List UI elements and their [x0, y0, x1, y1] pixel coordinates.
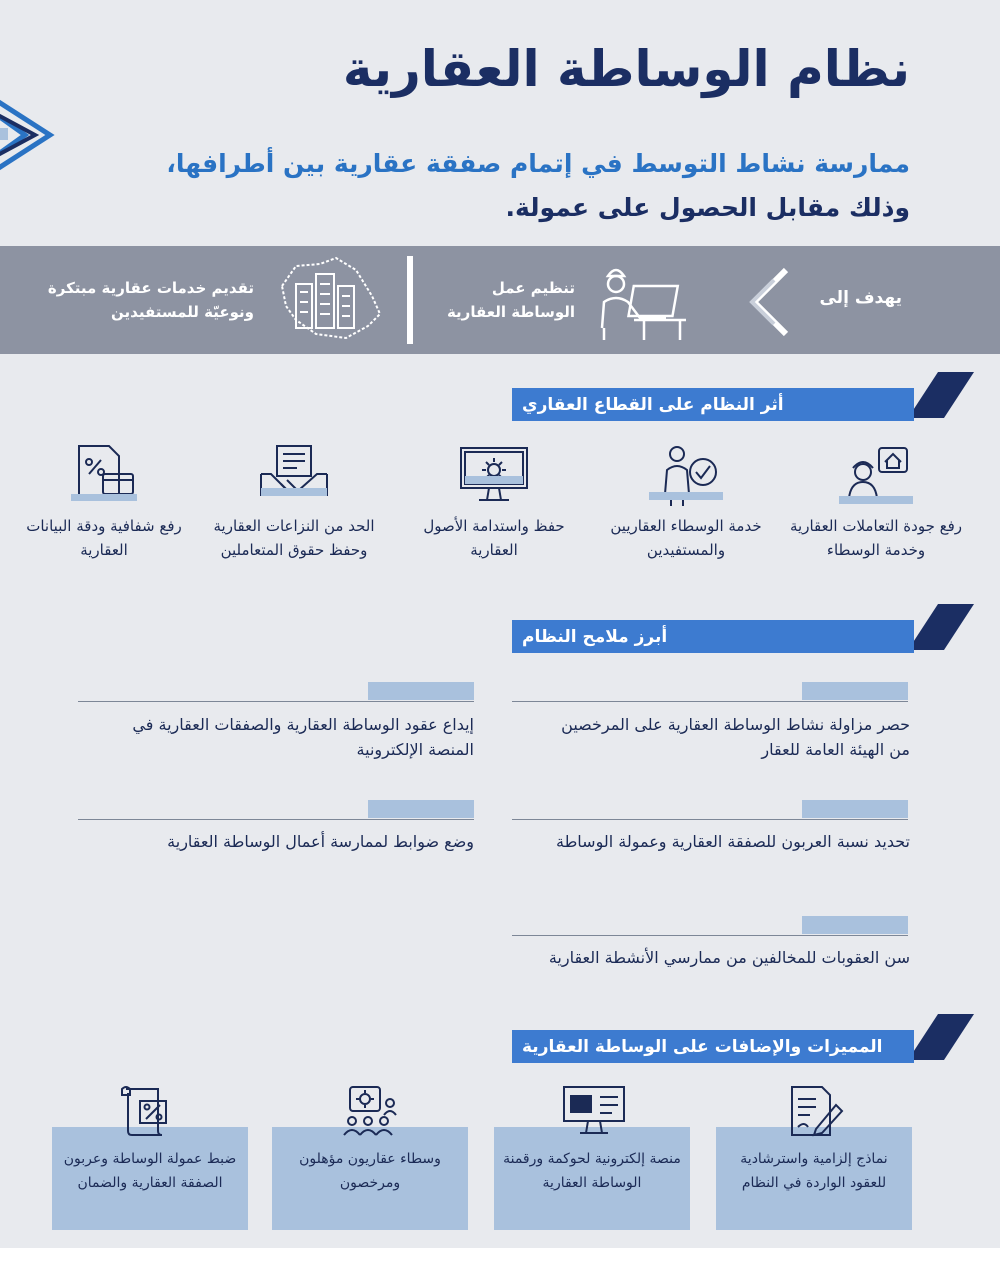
advantage-card-1-text: نماذج إلزامية واسترشادية للعقود الواردة في النظام: [740, 1151, 888, 1191]
subtitle: [150, 142, 910, 230]
impact-item-5: [14, 444, 194, 562]
feature-item-1-tab: [802, 682, 908, 700]
section-slash-icon: [908, 1014, 978, 1060]
advantage-card-2-text: منصة إلكترونية لحوكمة ورقمنة الوساطة العقارية: [503, 1151, 681, 1191]
feature-item-2-text: إيداع عقود الوساطة العقارية والصفقات العقارية في المنصة الإلكترونية: [132, 715, 474, 759]
engineer-at-desk-icon: [594, 262, 690, 342]
advantages-section-title: المميزات والإضافات على الوساطة العقارية: [522, 1036, 883, 1057]
subtitle-line-1: ممارسة نشاط التوسط في إتمام صفقة عقارية بين أطرافها،: [166, 149, 910, 178]
impact-section-header: [512, 388, 914, 421]
impact-section-title: أثر النظام على القطاع العقاري: [522, 394, 784, 415]
advantage-card-2: [494, 1127, 690, 1230]
feature-item-3-rule: [512, 819, 908, 820]
advantage-card-4: [52, 1127, 248, 1230]
percent-document-card-icon: [67, 444, 141, 508]
impact-item-5-text: رفع شفافية ودقة البيانات العقارية: [26, 517, 182, 559]
handshake-document-icon: [257, 444, 331, 508]
advantage-card-3: [272, 1127, 468, 1230]
section-slash-icon: [908, 604, 978, 650]
impact-item-2: [596, 444, 776, 562]
feature-item-3-text: تحديد نسبة العربون للصفقة العقارية وعمولة الوساطة: [555, 832, 910, 851]
feature-item-4-tab: [368, 800, 474, 818]
feature-item-5-tab: [802, 916, 908, 934]
goals-label: يهدف إلى: [819, 288, 902, 308]
feature-item-4-text: وضع ضوابط لممارسة أعمال الوساطة العقارية: [167, 832, 474, 851]
feature-item-2-rule: [78, 701, 474, 702]
agents-settings-icon: [342, 1085, 400, 1137]
city-map-buildings-icon: [276, 256, 386, 342]
impact-item-2-text: خدمة الوسطاء العقاريين والمستفيدين: [610, 517, 762, 559]
contract-pen-icon: [786, 1085, 844, 1137]
features-section-title: أبرز ملامح النظام: [522, 626, 668, 647]
impact-item-3: [404, 444, 584, 562]
feature-item-1-rule: [512, 701, 908, 702]
monitor-gear-icon: [457, 444, 531, 508]
feature-item-1-text: حصر مزاولة نشاط الوساطة العقارية على المرخصين من الهيئة العامة للعقار: [561, 715, 910, 759]
impact-item-4: [204, 444, 384, 562]
feature-item-4-rule: [78, 819, 474, 820]
page-title: نظام الوساطة العقارية: [342, 40, 910, 98]
goal-item-1: تنظيم عمل الوساطة العقارية: [446, 279, 575, 321]
subtitle-line-2: وذلك مقابل الحصول على عمولة.: [505, 193, 910, 222]
goal-item-2: تقديم خدمات عقارية مبتكرة ونوعيّة للمستفيدين: [47, 279, 254, 321]
percent-scroll-icon: [118, 1085, 176, 1137]
person-checkmark-icon: [649, 444, 723, 508]
impact-item-1-text: رفع جودة التعاملات العقارية وخدمة الوسطاء: [789, 517, 963, 559]
double-chevron-left-icon: [742, 266, 792, 338]
bottom-strip: [0, 1248, 1000, 1269]
agent-home-icon: [839, 444, 913, 508]
feature-item-5-rule: [512, 935, 908, 936]
impact-item-3-text: حفظ واستدامة الأصول العقارية: [423, 517, 565, 559]
decorative-pattern-icon: [0, 80, 60, 190]
advantage-card-1: [716, 1127, 912, 1230]
digital-platform-icon: [562, 1085, 626, 1137]
impact-item-4-text: الحد من النزاعات العقارية وحفظ حقوق المتعاملين: [213, 517, 375, 559]
feature-item-3-tab: [802, 800, 908, 818]
features-section-header: [512, 620, 914, 653]
goals-divider: [407, 256, 413, 344]
section-slash-icon: [908, 372, 978, 418]
impact-item-1: [786, 444, 966, 562]
advantages-section-header: [512, 1030, 914, 1063]
feature-item-5-text: سن العقوبات للمخالفين من ممارسي الأنشطة العقارية: [548, 948, 910, 967]
feature-item-2-tab: [368, 682, 474, 700]
advantage-card-3-text: وسطاء عقاريون مؤهلون ومرخصون: [299, 1151, 441, 1191]
advantage-card-4-text: ضبط عمولة الوساطة وعربون الصفقة العقارية والضمان: [63, 1151, 237, 1191]
